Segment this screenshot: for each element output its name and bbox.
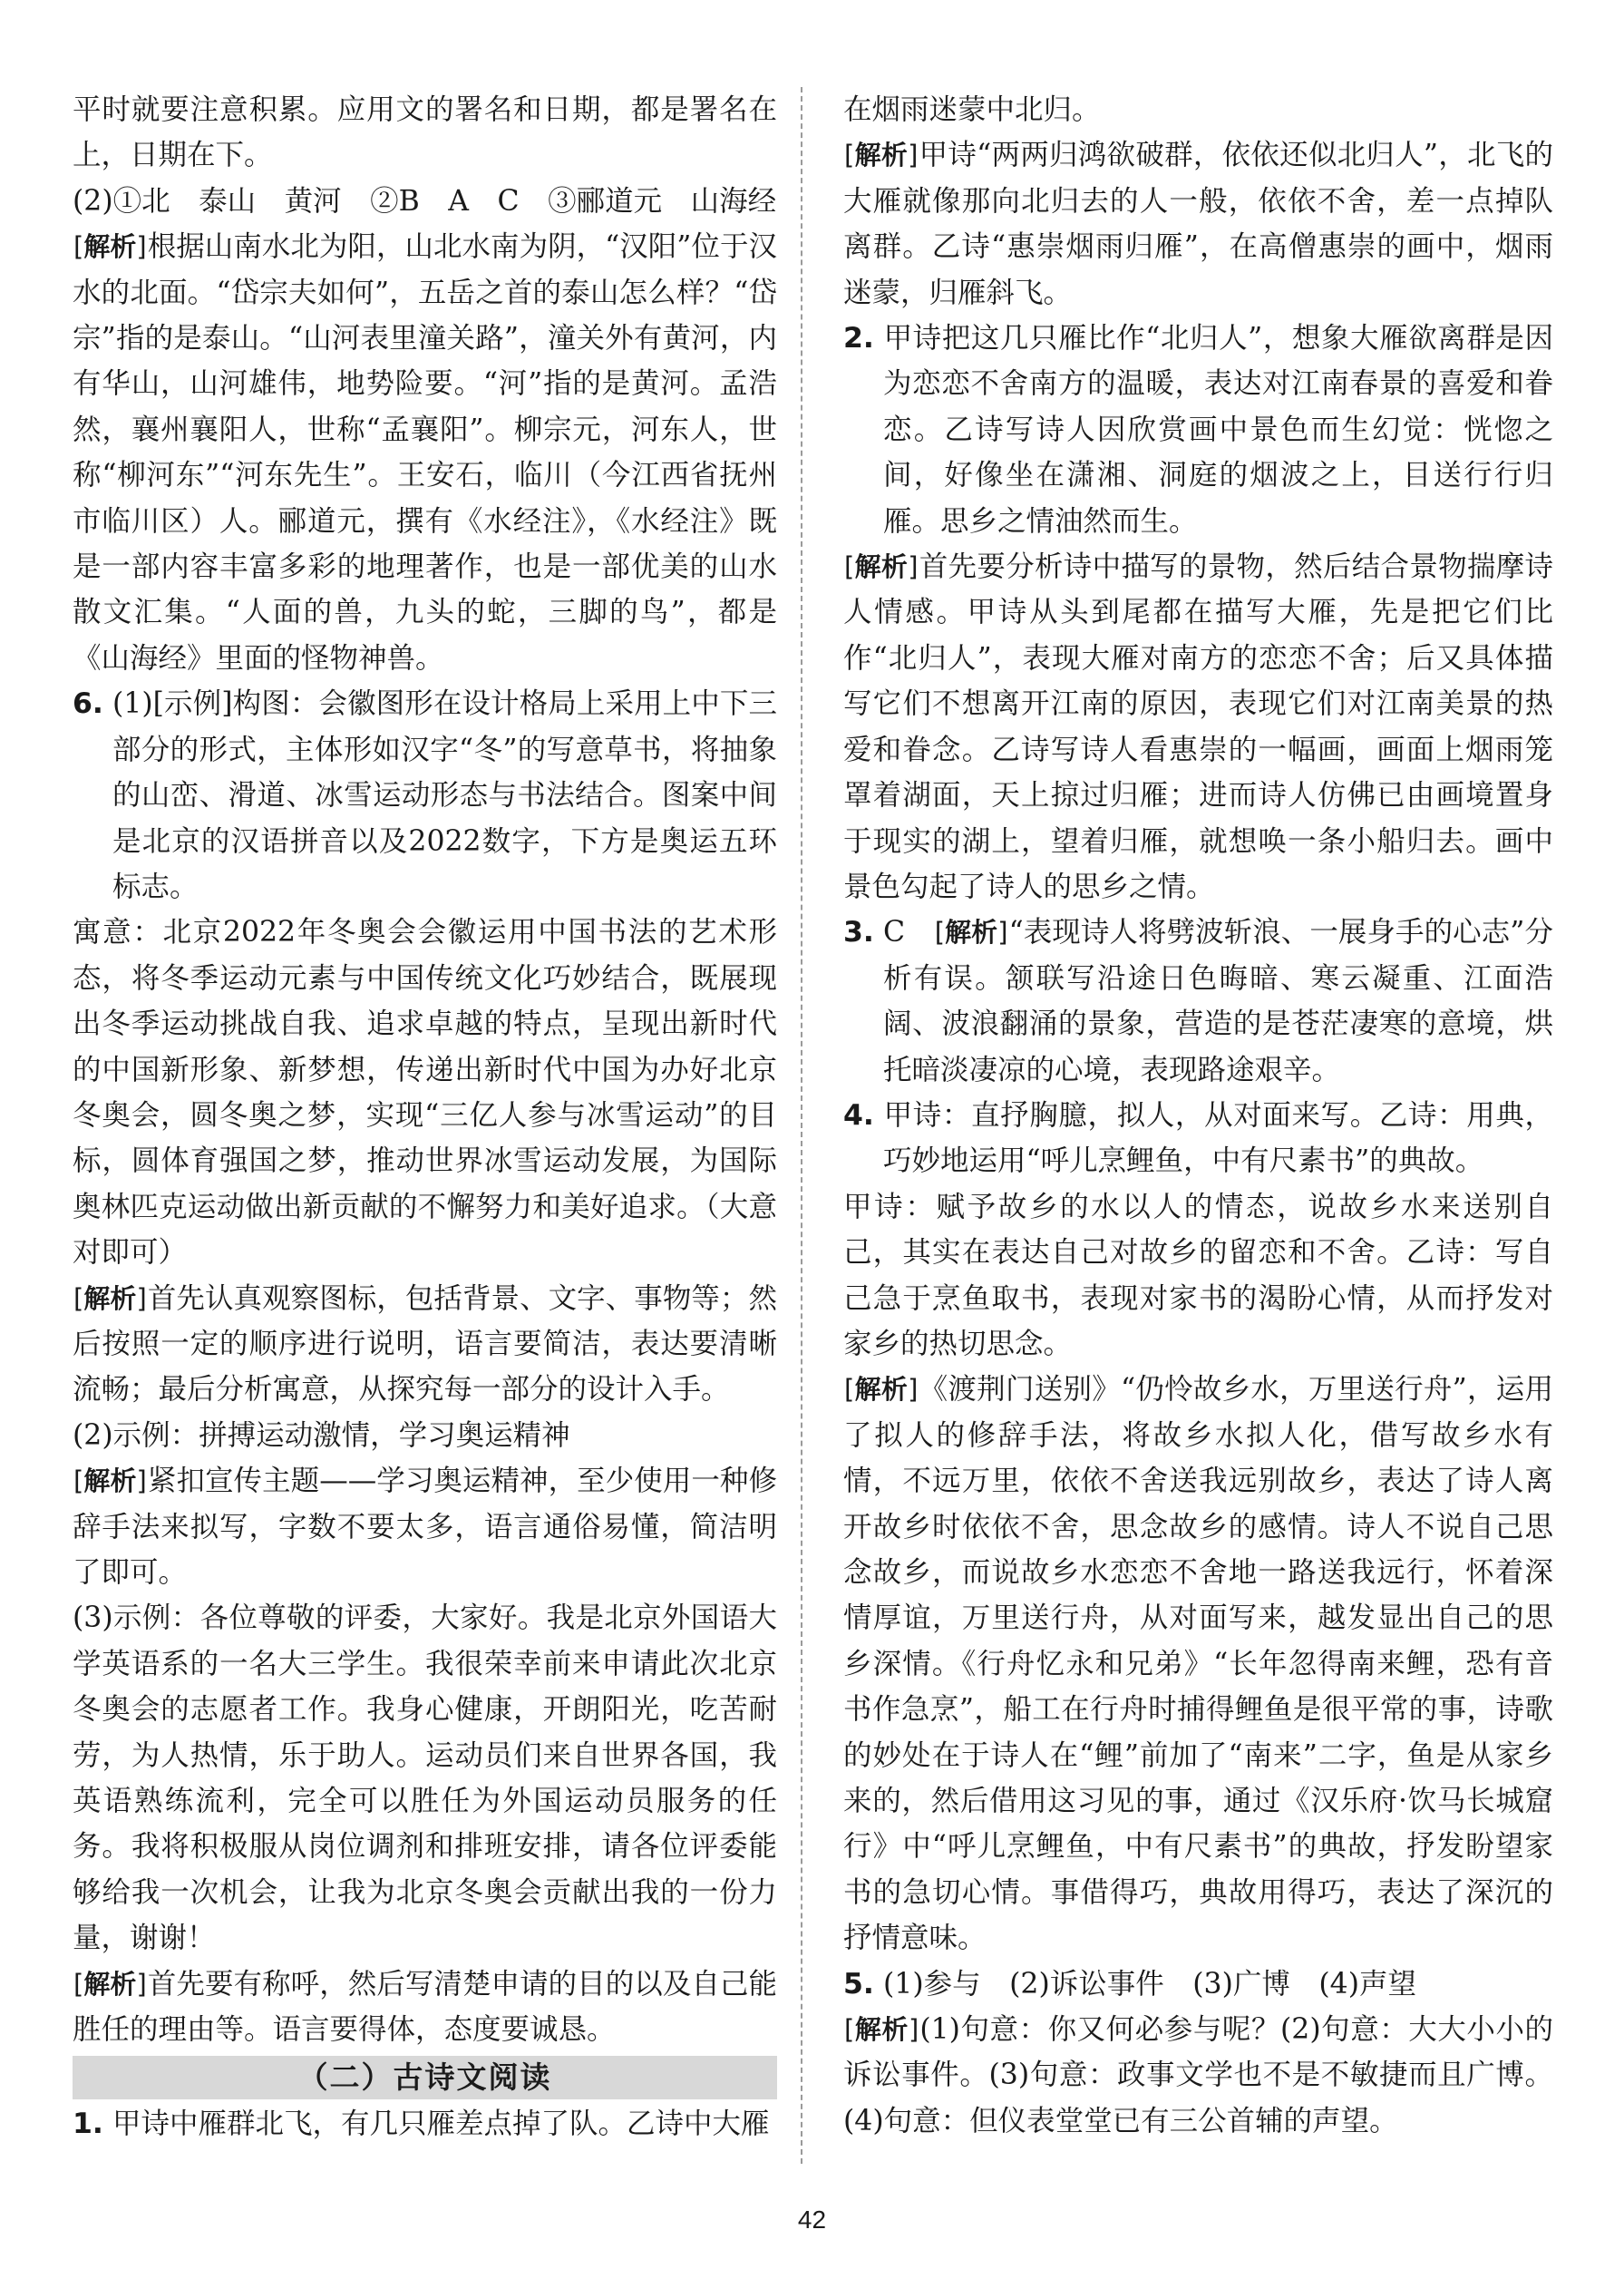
- answer-text: (1)[示例]构图：会徽图形在设计格局上采用上中下三部分的形式，主体形如汉字“冬”的写意草书，将抽象的山峦、滑道、冰雪运动形态与书法结合。图案中间是北京的汉语拼音以及2022数字，下方是奥运五环标志。: [112, 687, 777, 903]
- question-6-answer: [73, 681, 777, 910]
- analysis-paragraph: [73, 1458, 777, 1595]
- question-5-answer: [843, 1962, 1553, 2007]
- analysis-paragraph: [73, 1962, 777, 2053]
- question-number: 6.: [73, 687, 103, 721]
- analysis-tag: [ 解析 ]: [843, 551, 919, 582]
- analysis-paragraph: [843, 2007, 1553, 2144]
- question-number: 1.: [73, 2108, 103, 2141]
- answer-choice: C: [883, 916, 906, 949]
- analysis-paragraph: [73, 224, 777, 681]
- answer-text: 平时就要注意积累。应用文的署名和日期，都是署名在上，日期在下。: [73, 93, 777, 172]
- analysis-text: 紧扣宣传主题——学习奥运精神，至少使用一种修辞手法来拟写，字数不要太多，语言通俗易懂，简洁明了即可。: [73, 1465, 777, 1589]
- analysis-tag: [ 解析 ]: [73, 1465, 148, 1496]
- analysis-paragraph: [73, 1276, 777, 1413]
- analysis-text: 根据山南水北为阳，山北水南为阴，“汉阳”位于汉水的北面。“岱宗夫如何”，五岳之首的泰山怎么样？“岱宗”指的是泰山。“山河表里潼关路”，潼关外有黄河，内有华山，山河雄伟，地势险要。“河”指的是黄河。孟浩然，襄州襄阳人，世称“孟襄阳”。柳宗元，河东人，世称“柳河东”“河东先生”。王安石，临川（今江西省抚州市临川区）人。郦道元，撰有《水经注》，《水经注》既是一部内容丰富多彩的地理著作，也是一部优美的山水散文汇集。“人面的兽，九头的蛇，三脚的鸟”，都是《山海经》里面的怪物神兽。: [73, 230, 777, 675]
- analysis-tag: [ 解析 ]: [73, 1969, 148, 2000]
- question-3-answer: [843, 910, 1553, 1093]
- question-1-answer: [73, 2101, 777, 2147]
- analysis-tag: [ 解析 ]: [843, 140, 919, 170]
- question-number: 3.: [843, 916, 874, 949]
- question-4-answer: [843, 1093, 1553, 1184]
- question-2-answer: [843, 316, 1553, 544]
- answer-text: 在烟雨迷蒙中北归。: [843, 93, 1101, 126]
- section-heading: （二）古诗文阅读: [73, 2056, 777, 2099]
- analysis-text: 首先要分析诗中描写的景物，然后结合景物揣摩诗人情感。甲诗从头到尾都在描写大雁，先是把它们比作“北归人”，表现大雁对南方的恋恋不舍；后又具体描写它们不想离开江南的原因，表现它们对江南美景的热爱和眷念。乙诗写诗人看惠崇的一幅画，画面上烟雨笼罩着湖面，天上掠过归雁；进而诗人仿佛已由画境置身于现实的湖上，望着归雁，就想唤一条小船归去。画中景色勾起了诗人的思乡之情。: [843, 550, 1553, 903]
- answer-text: 寓意：北京2022年冬奥会会徽运用中国书法的艺术形态，将冬季运动元素与中国传统文化巧妙结合，既展现出冬季运动挑战自我、追求卓越的特点，呈现出新时代的中国新形象、新梦想，传递出新时代中国为办好北京冬奥会，圆冬奥之梦，实现“三亿人参与冰雪运动”的目标，圆体育强国之梦，推动世界冰雪运动发展，为国际奥林匹克运动做出新贡献的不懈努力和美好追求。（大意对即可）: [73, 916, 777, 1270]
- analysis-tag: [ 解析 ]: [843, 1374, 919, 1405]
- answer-text: 甲诗：直抒胸臆，拟人，从对面来写。乙诗：用典，巧妙地运用“呼儿烹鲤鱼，中有尺素书”的典故。: [883, 1098, 1553, 1178]
- question-number: 2.: [843, 322, 874, 355]
- answer-text: (3)示例：各位尊敬的评委，大家好。我是北京外国语大学英语系的一名大三学生。我很荣幸前来申请此次北京冬奥会的志愿者工作。我身心健康，开朗阳光，吃苦耐劳，为人热情，乐于助人。运动员们来自世界各国，我英语熟练流利，完全可以胜任为外国运动员服务的任务。我将积极服从岗位调剂和排班安排，请各位评委能够给我一次机会，让我为北京冬奥会贡献出我的一份力量，谢谢！: [73, 1602, 777, 1955]
- analysis-text: 甲诗“两两归鸿欲破群，依依还似北归人”，北飞的大雁就像那向北归去的人一般，依依不舍，差一点掉队离群。乙诗“惠崇烟雨归雁”，在高僧惠崇的画中，烟雨迷蒙，归雁斜飞。: [843, 139, 1553, 309]
- analysis-text: 《渡荆门送别》“仍怜故乡水，万里送行舟”，运用了拟人的修辞手法，将故乡水拟人化，借写故乡水有情，不远万里，依依不舍送我远别故乡，表达了诗人离开故乡时依依不舍，思念故乡的感情。诗人不说自己思念故乡，而说故乡水恋恋不舍地一路送我远行，怀着深情厚谊，万里送行舟，从对面写来，越发显出自己的思乡深情。《行舟忆永和兄弟》“长年忽得南来鲤，恐有音书作急烹”，船工在行舟时捕得鲤鱼是很平常的事，诗歌的妙处在于诗人在“鲤”前加了“南来”二字，鱼是从家乡来的，然后借用这习见的事，通过《汉乐府·饮马长城窟行》中“呼儿烹鲤鱼，中有尺素书”的典故，抒发盼望家书的急切心情。事借得巧，典故用得巧，表达了深沉的抒情意味。: [843, 1373, 1553, 1955]
- analysis-text: 首先认真观察图标，包括背景、文字、事物等；然后按照一定的顺序进行说明，语言要简洁，表达要清晰流畅；最后分析寓意，从探究每一部分的设计入手。: [73, 1281, 777, 1407]
- right-column: [843, 87, 1553, 2144]
- analysis-tag: [ 解析 ]: [843, 2014, 919, 2045]
- left-column: [73, 87, 777, 2147]
- answer-text: (2)①北 泰山 黄河 ②B A C ③郦道元 山海经: [73, 184, 777, 218]
- analysis-text: (1)句意：你又何必参与呢？(2)句意：大大小小的诉讼事件。(3)句意：政事文学也不是不敏捷而且广博。(4)句意：但仪表堂堂已有三公首辅的声望。: [843, 2013, 1553, 2137]
- analysis-text: 首先要有称呼，然后写清楚申请的目的以及自己能胜任的理由等。语言要得体，态度要诚恳。: [73, 1967, 777, 2047]
- page-number: 42: [797, 2205, 827, 2234]
- analysis-tag: [ 解析 ]: [934, 917, 1009, 948]
- column-divider: [801, 87, 802, 2164]
- answer-text: 甲诗中雁群北飞，有几只雁差点掉了队。乙诗中大雁: [112, 2108, 770, 2141]
- analysis-tag: [ 解析 ]: [73, 231, 148, 262]
- answer-text: 甲诗：赋予故乡的水以人的情态，说故乡水来送别自己，其实在表达自己对故乡的留恋和不舍。乙诗：写自己急于烹鱼取书，表现对家书的渴盼心情，从而抒发对家乡的热切思念。: [843, 1190, 1553, 1360]
- question-number: 4.: [843, 1098, 874, 1132]
- answer-text: 甲诗把这几只雁比作“北归人”，想象大雁欲离群是因为恋恋不舍南方的温暖，表达对江南春景的喜爱和眷恋。乙诗写诗人因欣赏画中景色而生幻觉：恍惚之间，好像坐在潇湘、洞庭的烟波之上，目送行行归雁。思乡之情油然而生。: [883, 322, 1553, 538]
- analysis-text: “表现诗人将劈波斩浪、一展身手的心志”分析有误。颔联写沿途日色晦暗、寒云凝重、江面浩阔、波浪翻涌的景象，营造的是苍茫凄寒的意境，烘托暗淡凄凉的心境，表现路途艰辛。: [883, 916, 1553, 1086]
- answer-text: (2)示例：拼搏运动激情，学习奥运精神: [73, 1418, 570, 1452]
- answer-text: (1)参与 (2)诉讼事件 (3)广博 (4)声望: [883, 1967, 1416, 2001]
- question-number: 5.: [843, 1967, 874, 2001]
- analysis-paragraph: [843, 1367, 1553, 1961]
- analysis-paragraph: [843, 132, 1553, 316]
- analysis-paragraph: [843, 544, 1553, 910]
- analysis-tag: [ 解析 ]: [73, 1283, 148, 1314]
